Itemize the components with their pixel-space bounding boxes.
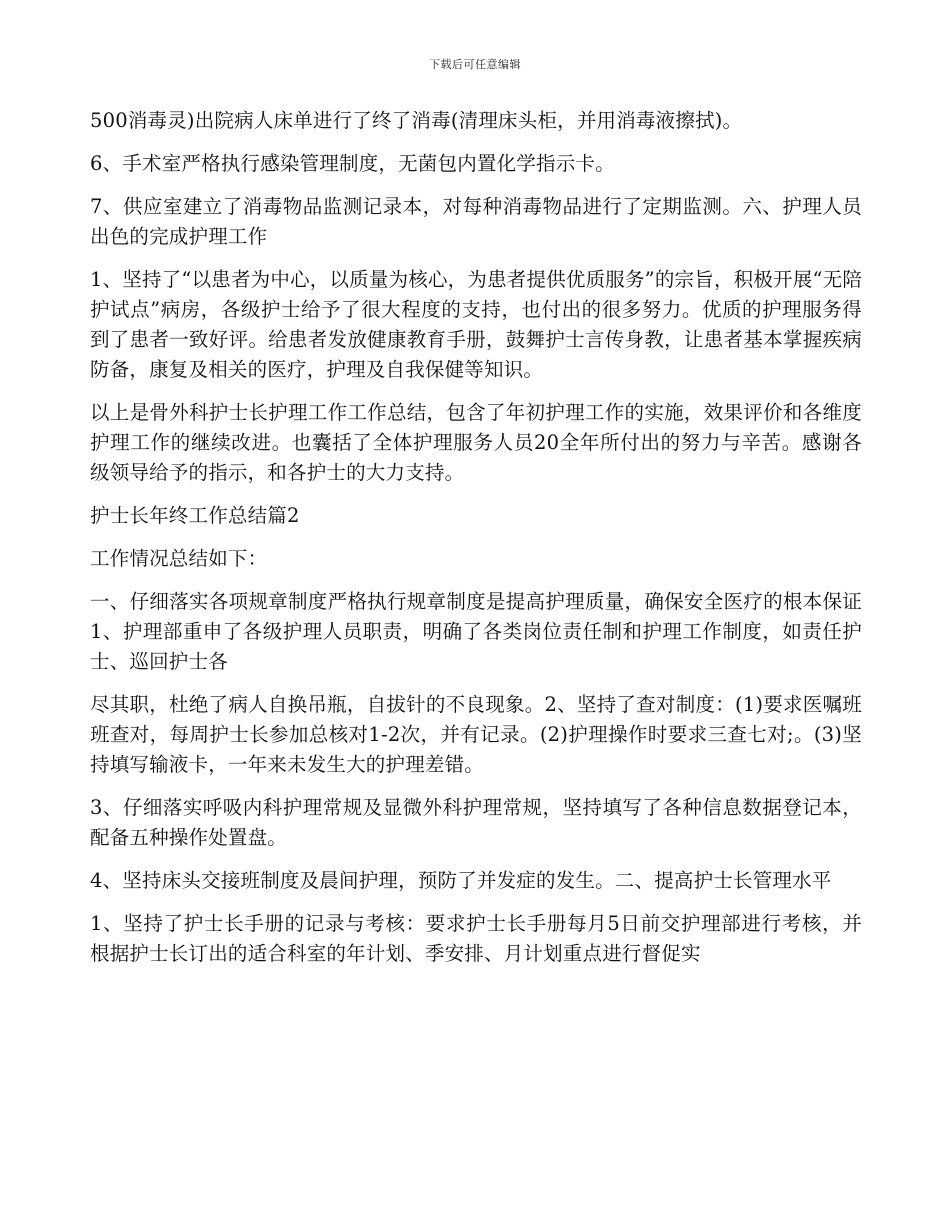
document-body <box>90 106 862 982</box>
page-header: 下载后可任意编辑 <box>429 58 521 71</box>
section-title: 护士长年终工作总结篇2 <box>90 504 300 527</box>
paragraph: 尽其职，杜绝了病人自换吊瓶，自拔针的不良现象。2、坚持了查对制度：(1)要求医嘱班班查对，每周护士长参加总核对1-2次，并有记录。(2)护理操作时要求三查七对;。(3)坚持填写输液卡，一年来未发生大的护理差错。 <box>90 693 862 776</box>
paragraph: 7、供应室建立了消毒物品监测记录本，对每种消毒物品进行了定期监测。六、护理人员出色的完成护理工作 <box>90 195 862 248</box>
paragraph: 500消毒灵)出院病人床单进行了终了消毒(清理床头柜，并用消毒液擦拭)。 <box>90 109 743 132</box>
paragraph: 1、坚持了护士长手册的记录与考核：要求护士长手册每月5日前交护理部进行考核，并根据护士长订出的适合科室的年计划、季安排、月计划重点进行督促实 <box>90 912 862 965</box>
paragraph: 3、仔细落实呼吸内科护理常规及显微外科护理常规，坚持填写了各种信息数据登记本，配备五种操作处置盘。 <box>90 796 862 849</box>
paragraph: 以上是骨外科护士长护理工作工作总结，包含了年初护理工作的实施，效果评价和各维度护理工作的继续改进。也囊括了全体护理服务人员20全年所付出的努力与辛苦。感谢各级领导给予的指示，和各护士的大力支持。 <box>90 401 862 484</box>
paragraph: 一、仔细落实各项规章制度严格执行规章制度是提高护理质量，确保安全医疗的根本保证1、护理部重申了各级护理人员职责，明确了各类岗位责任制和护理工作制度，如责任护士、巡回护士各 <box>90 590 862 673</box>
paragraph: 6、手术室严格执行感染管理制度，无菌包内置化学指示卡。 <box>90 152 615 175</box>
paragraph: 4、坚持床头交接班制度及晨间护理，预防了并发症的发生。二、提高护士长管理水平 <box>90 869 832 892</box>
paragraph: 工作情况总结如下： <box>90 547 268 570</box>
paragraph: 1、坚持了“以患者为中心，以质量为核心，为患者提供优质服务”的宗旨，积极开展“无陪护试点”病房，各级护士给予了很大程度的支持，也付出的很多努力。优质的护理服务得到了患者一致好评。给患者发放健康教育手册，鼓舞护士言传身教，让患者基本掌握疾病防备，康复及相关的医疗，护理及自我保健等知识。 <box>90 268 863 381</box>
